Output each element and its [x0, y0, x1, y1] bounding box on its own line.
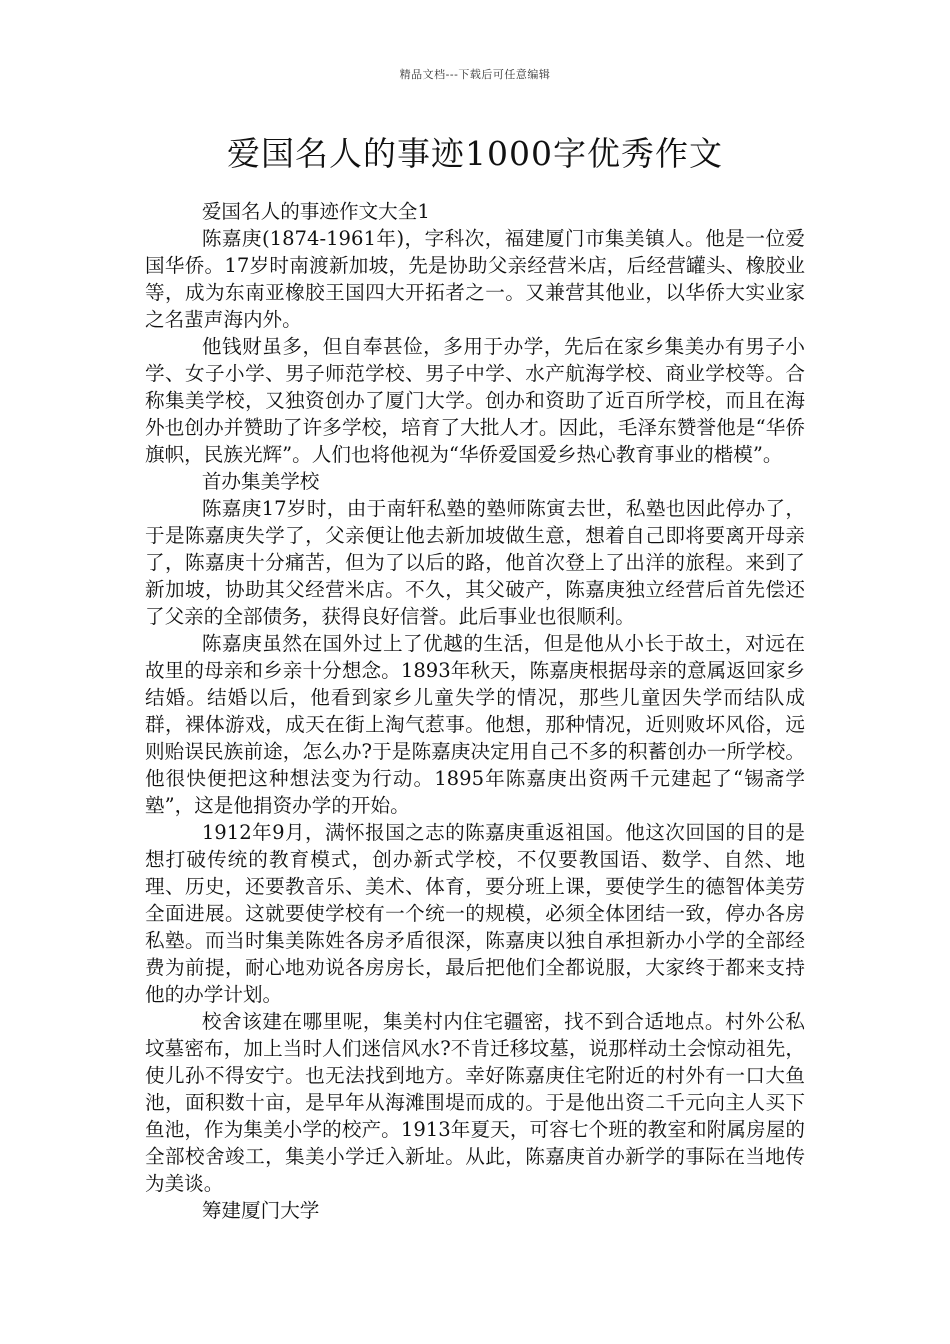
body-paragraph: 陈嘉庚17岁时，由于南轩私塾的塾师陈寅去世，私塾也因此停办了，于是陈嘉庚失学了，父亲便让他去新加坡做生意，想着自己即将要离开母亲了，陈嘉庚十分痛苦，但为了以后的路，他首次登上了出洋的旅程。来到了新加坡，协助其父经营米店。不久，其父破产，陈嘉庚独立经营后首先偿还了父亲的全部债务，获得良好信誉。此后事业也很顺利。	[145, 497, 805, 628]
document-title: 爱国名人的事迹1000字优秀作文	[227, 134, 723, 173]
document-body	[145, 198, 805, 1224]
body-paragraph: 陈嘉庚虽然在国外过上了优越的生活，但是他从小长于故土，对远在故里的母亲和乡亲十分想念。1893年秋天，陈嘉庚根据母亲的意属返回家乡结婚。结婚以后，他看到家乡儿童失学的情况，那些儿童因失学而结队成群，裸体游戏，成天在街上淘气惹事。他想，那种情况，近则败坏风俗，远则贻误民族前途，怎么办?于是陈嘉庚决定用自己不多的积蓄创办一所学校。他很快便把这种想法变为行动。1895年陈嘉庚出资两千元建起了“锡斋学塾”，这是他捐资办学的开始。	[145, 632, 805, 817]
body-paragraph: 他钱财虽多，但自奉甚俭，多用于办学，先后在家乡集美办有男子小学、女子小学、男子师范学校、男子中学、水产航海学校、商业学校等。合称集美学校，又独资创办了厦门大学。创办和资助了近百所学校，而且在海外也创办并赞助了许多学校，培育了大批人才。因此，毛泽东赞誉他是“华侨旗帜，民族光辉”。人们也将他视为“华侨爱国爱乡热心教育事业的楷模”。	[145, 335, 805, 466]
section-heading: 筹建厦门大学	[201, 1199, 320, 1222]
body-paragraph: 陈嘉庚(1874-1961年)，字科次，福建厦门市集美镇人。他是一位爱国华侨。17岁时南渡新加坡，先是协助父亲经营米店，后经营罐头、橡胶业等，成为东南亚橡胶王国四大开拓者之一。又兼营其他业，以华侨大实业家之名蜚声海内外。	[145, 227, 805, 331]
page-header-note: 精品文档---下载后可任意编辑	[399, 68, 551, 81]
section-heading: 首办集美学校	[201, 470, 320, 493]
body-paragraph: 校舍该建在哪里呢，集美村内住宅疆密，找不到合适地点。村外公私坟墓密布，加上当时人们迷信风水?不肯迁移坟墓，说那样动土会惊动祖先，使儿孙不得安宁。也无法找到地方。幸好陈嘉庚住宅附近的村外有一口大鱼池，面积数十亩，是早年从海滩围堤而成的。于是他出资二千元向主人买下鱼池，作为集美小学的校产。1913年夏天，可容七个班的教室和附属房屋的全部校舍竣工，集美小学迁入新址。从此，陈嘉庚首办新学的事际在当地传为美谈。	[145, 1010, 805, 1195]
section-heading: 爱国名人的事迹作文大全1	[201, 200, 430, 223]
body-paragraph: 1912年9月，满怀报国之志的陈嘉庚重返祖国。他这次回国的目的是想打破传统的教育模式，创办新式学校，不仅要教国语、数学、自然、地理、历史，还要教音乐、美术、体育，要分班上课，要使学生的德智体美劳全面进展。这就要使学校有一个统一的规模，必须全体团结一致，停办各房私塾。而当时集美陈姓各房矛盾很深，陈嘉庚以独自承担新办小学的全部经费为前提，耐心地劝说各房房长，最后把他们全都说服，大家终于都来支持他的办学计划。	[145, 821, 805, 1006]
